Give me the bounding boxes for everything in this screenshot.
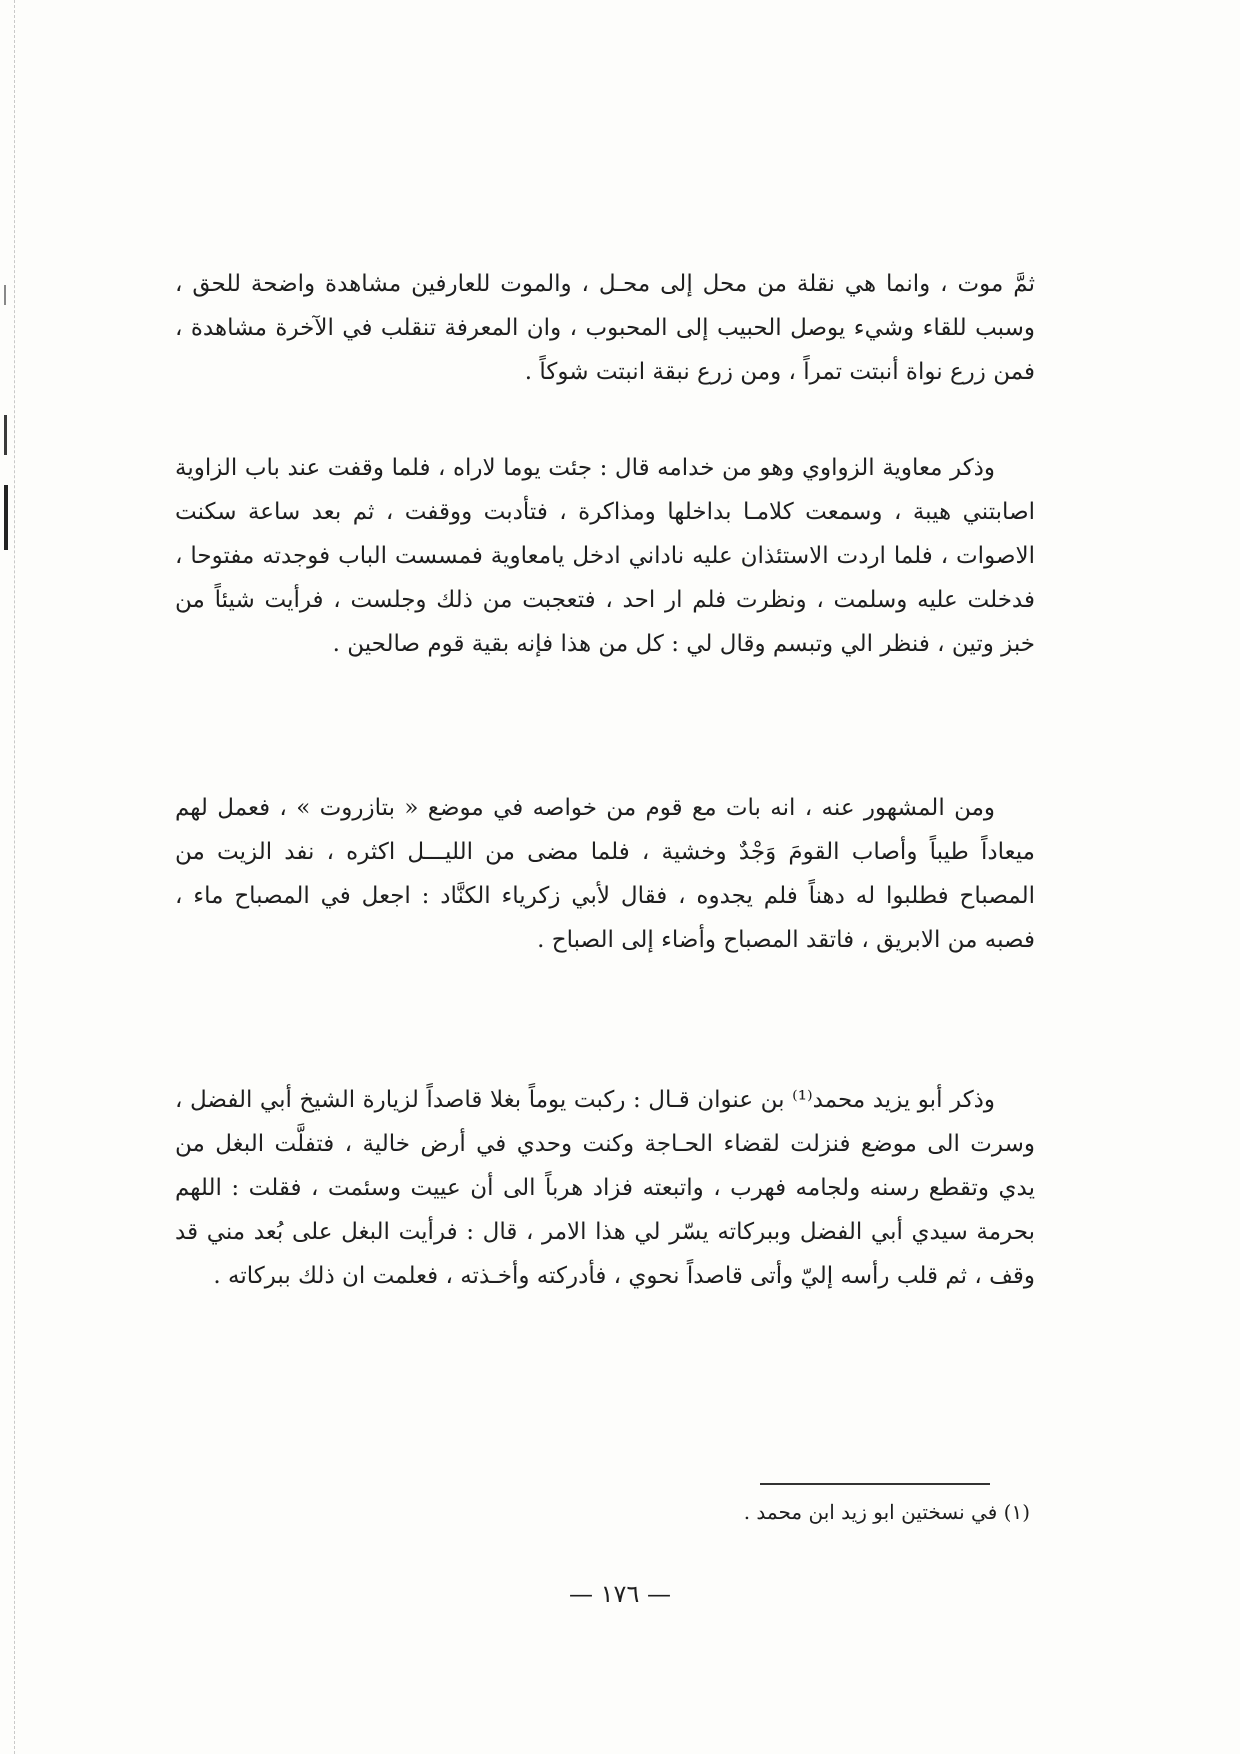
paragraph-2 <box>175 446 1035 666</box>
paragraph-3 <box>175 786 1035 962</box>
footnote-separator <box>760 1483 990 1485</box>
scan-mark <box>4 485 8 550</box>
page-binding-edge <box>0 0 15 1754</box>
paragraph-4 <box>175 1078 1035 1298</box>
paragraph-text: ثمَّ موت ، وانما هي نقلة من محل إلى محـل ، والموت للعارفين مشاهدة واضحة للحق ، وسبب للقاء وشيء يوصل الحبيب إلى المحبوب ، وان المعرفة تنقلب في الآخرة مشاهدة ، فمن زرع نواة أنبتت تمراً ، ومن زرع نبقة انبتت شوكاً . <box>175 271 1035 385</box>
page-number: — ١٧٦ — <box>569 1580 671 1608</box>
scan-mark <box>4 415 7 455</box>
paragraph-text: وذكر معاوية الزواوي وهو من خدامه قال : جئت يوما لاراه ، فلما وقفت عند باب الزاوية اصابتني هيبة ، وسمعت كلامـا بداخلها ومذاكرة ، فتأدبت ووقفت ، ثم بعد ساعة سكنت الاصوات ، فلما اردت الاستئذان عليه ناداني ادخل يامعاوية فمسست الباب فوجدته مفتوحا ، فدخلت عليه وسلمت ، ونظرت فلم ار احد ، فتعجبت من ذلك وجلست ، فرأيت شيئاً من خبز وتين ، فنظر الي وتبسم وقال لي : كل من هذا فإنه بقية قوم صالحين . <box>175 455 1035 657</box>
paragraph-1 <box>175 262 1035 394</box>
scan-mark <box>4 285 6 305</box>
paragraph-text: ومن المشهور عنه ، انه بات مع قوم من خواصه في موضع « بتازروت » ، فعمل لهم ميعاداً طيباً وأصاب القومَ وَجْدٌ وخشية ، فلما مضى من الليـــل اكثره ، نفد الزيت من المصباح فطلبوا له دهناً فلم يجدوه ، فقال لأبي زكرياء الكنَّاد : اجعل في المصباح ماء ، فصبه من الابريق ، فاتقد المصباح وأضاء إلى الصباح . <box>175 795 1035 953</box>
footnote: (١) في نسختين ابو زيد ابن محمد . <box>743 1500 1030 1524</box>
paragraph-text: وذكر أبو يزيد محمد⁽¹⁾ بن عنوان قـال : ركبت يوماً بغلا قاصداً لزيارة الشيخ أبي الفضل ، وسرت الى موضع فنزلت لقضاء الحـاجة وكنت وحدي في أرض خالية ، فتفلَّت البغل من يدي وتقطع رسنه ولجامه فهرب ، واتبعته فزاد هرباً الى أن عييت وسئمت ، فقلت : اللهم بحرمة سيدي أبي الفضل وببركاته يسّر لي هذا الامر ، قال : فرأيت البغل على بُعد مني قد وقف ، ثم قلب رأسه إليّ وأتى قاصداً نحوي ، فأدركته وأخـذته ، فعلمت ان ذلك ببركاته . <box>175 1087 1035 1289</box>
